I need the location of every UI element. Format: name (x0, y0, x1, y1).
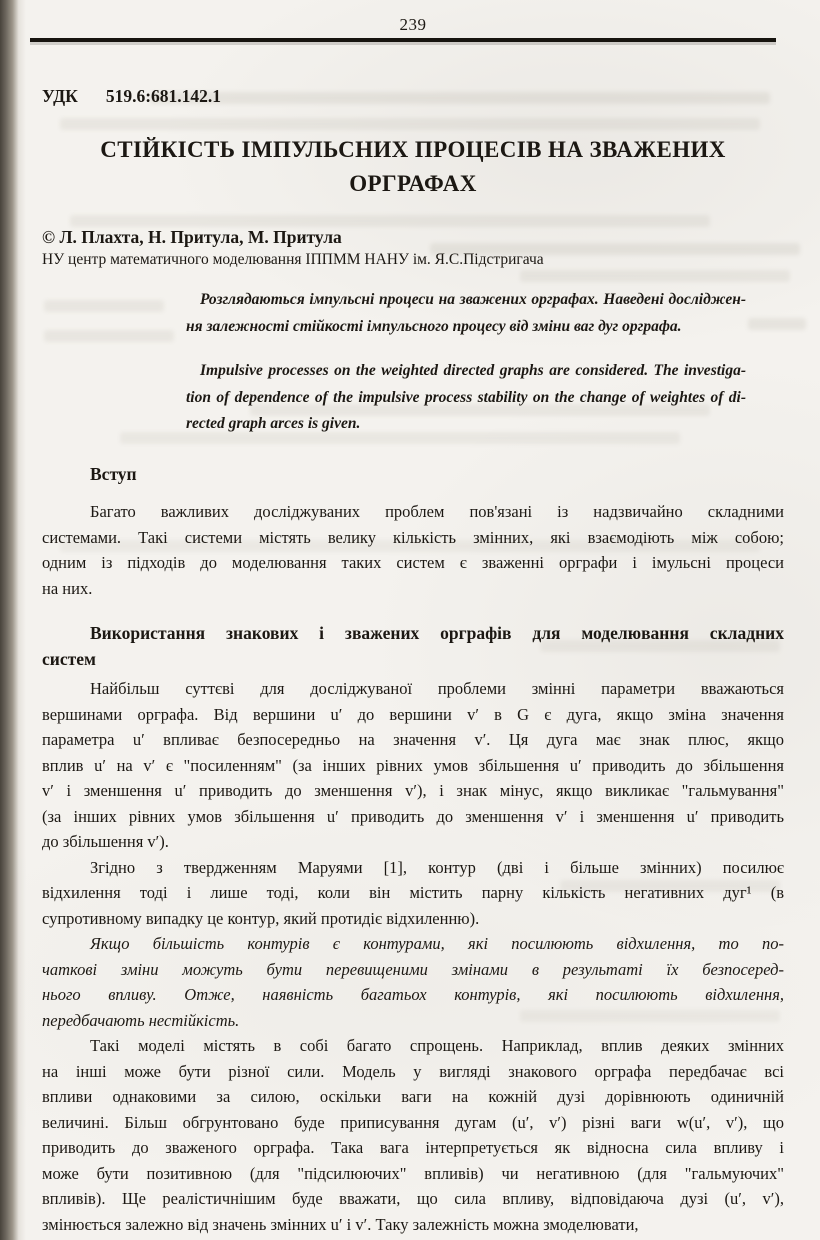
text-line: на інші може бути різної сили. Модель у вигляді знакового орграфа передбачає всі (42, 1061, 784, 1081)
text-line: Розглядаються імпульсні процеси на зважених орграфах. Наведені досліджен- (200, 291, 746, 308)
text-line: параметра u′ впливає безпосередньо на значення v′. Ця дуга має знак плюс, якщо (42, 730, 784, 749)
section-heading-usage (42, 621, 784, 672)
text-line: приводить до зваженого орграфа. Така вага інтерпретується як відносна сила впливу і (42, 1138, 784, 1157)
text-line: супротивному випадку це контур, який протидіє відхиленню). (42, 908, 480, 928)
text-line: Багато важливих досліджуваних проблем пов'язані із надзвичайно складними (90, 502, 784, 521)
title-line: СТІЙКІСТЬ ІМПУЛЬСНИХ ПРОЦЕСІВ НА ЗВАЖЕНИХ (100, 137, 726, 162)
article-title (42, 133, 784, 201)
heading-line: систем (42, 648, 96, 669)
udc-line (42, 86, 784, 107)
paragraph-vertices (42, 676, 784, 855)
text-line: одним із підходів до моделювання таких систем є зваженні орграфи і імульсні процеси (42, 553, 784, 572)
paragraph-contours-italic (42, 931, 784, 1033)
text-line: rected graph arces is given. (186, 415, 361, 432)
text-line: змінюється залежно від значень змінних u′ і v′. Таку залежність можна змоделювати, (42, 1214, 639, 1234)
heading-line: Вступ (90, 463, 137, 484)
text-line: впливів). Ще реалістичнішим буде вважати, що сила впливу, відповідаюча дузі (u′, v′), (42, 1189, 784, 1208)
text-line: Impulsive processes on the weighted directed graphs are considered. The investiga- (200, 362, 746, 379)
text-line: передбачають нестійкість. (42, 1010, 240, 1030)
text-line: Такі моделі містять в собі багато спрощень. Наприклад, вплив деяких змінних (90, 1036, 784, 1055)
authors-line: © Л. Плахта, Н. Притула, М. Притула (42, 227, 342, 247)
text-line: ня залежності стійкості імпульсного процесу від зміни ваг дуг орграфа. (186, 317, 682, 335)
intro-paragraph (42, 499, 784, 601)
text-line: відхилення тоді і лише тоді, коли він містить парну кількість негативних дуг¹ (в (42, 883, 784, 902)
paragraph-maruyama (42, 855, 784, 932)
page-number: 239 (399, 15, 427, 34)
text-line: нього впливу. Отже, наявність багатьох контурів, які посилюють відхилення, (42, 985, 784, 1004)
text-line: вплив u′ на v′ є "посиленням" (за інших рівних умов збільшення u′ приводить до збільшення (42, 755, 784, 775)
header-rule (30, 38, 776, 42)
paragraph-models (42, 1033, 784, 1237)
text-line: вершинами орграфа. Від вершини u′ до вершини v′ в G є дуга, якщо зміна значення (42, 704, 784, 724)
text-line: Найбільш суттєві для досліджуваної проблеми змінні параметри вважаються (90, 679, 784, 698)
affiliation-line: НУ центр математичного моделювання ІППММ НАНУ ім. Я.С.Підстригача (42, 251, 544, 268)
text-line: впливи однаковими за силою, оскільки ваги на кожній дузі дорівнюють одиничній (42, 1087, 784, 1106)
heading-line: Використання знакових і зважених орграфів для моделювання складних (90, 623, 784, 643)
section-heading-intro (42, 462, 784, 488)
text-line: на них. (42, 578, 93, 598)
text-line: (за інших рівних умов збільшення u′ приводить до зменшення v′ і зменшення u′ приводить (42, 806, 784, 826)
udc-value: 519.6:681.142.1 (105, 86, 222, 106)
text-line: чаткові зміни можуть бути перевищеними змінами в результаті їх безпосеред- (42, 959, 784, 979)
text-line: може бути позитивною (для "підсилюючих" впливів) чи негативною (для "гальмуючих" (42, 1163, 784, 1183)
udc-label: УДК (42, 86, 78, 106)
text-line: системами. Такі системи містять велику кількість змінних, які взаємодіють між собою; (42, 527, 784, 547)
text-line: Якщо більшість контурів є контурами, які посилюють відхилення, то по- (90, 934, 784, 953)
title-line: ОРГРАФАХ (349, 171, 477, 196)
text-line: Згідно з твердженням Маруями [1], контур (дві і більше змінних) посилює (90, 857, 784, 877)
text-line: до збільшення v′). (42, 832, 169, 851)
text-line: v′ і зменшення u′ приводить до зменшення v′), і знак мінус, якщо викликає "гальмування" (42, 781, 784, 800)
abstract-english (186, 358, 746, 438)
text-line: величині. Більш обгрунтовано буде приписування дугам (u′, v′) різні ваги w(u′, v′), що (42, 1112, 784, 1132)
abstract-ukrainian (186, 287, 746, 340)
text-line: tion of dependence of the impulsive process stability on the change of weightes of di- (186, 388, 746, 406)
